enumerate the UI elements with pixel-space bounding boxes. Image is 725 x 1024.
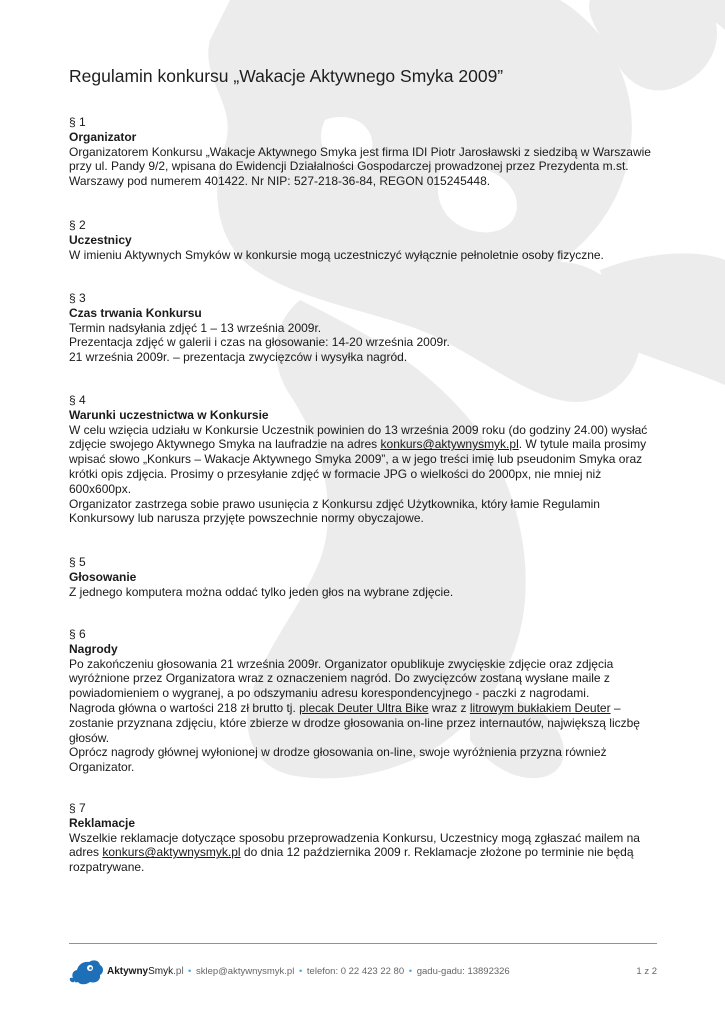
section-paragraph: Z jednego komputera można oddać tylko jeden głos na wybrane zdjęcie. xyxy=(69,584,454,599)
section-paragraph: Organizator zastrzega sobie prawo usunięcia z Konkursu zdjęć Użytkownika, który łamie Regulamin Konkursowy lub narusza przyjęte powszechnie normy obyczajowe. xyxy=(69,496,600,526)
section-title: Głosowanie xyxy=(69,569,137,584)
section-3-czas-trwania xyxy=(69,291,657,365)
aktywnysmyk-logo-icon xyxy=(69,956,105,986)
section-number: § 6 xyxy=(69,627,86,641)
prize-link-bladder[interactable]: litrowym bukłakiem Deuter xyxy=(469,700,611,715)
footer-gadu-gadu: gadu-gadu: 13892326 xyxy=(416,966,510,977)
section-line: Termin nadsyłania zdjęć 1 – 13 września 2009r. xyxy=(69,320,322,335)
section-title: Warunki uczestnictwa w Konkursie xyxy=(69,407,269,422)
section-title: Reklamacje xyxy=(69,815,136,830)
prize-link-backpack[interactable]: plecak Deuter Ultra Bike xyxy=(299,700,429,715)
email-link[interactable]: konkurs@aktywnysmyk.pl xyxy=(102,845,241,860)
brand-name: AktywnySmyk.pl xyxy=(107,966,184,977)
section-title: Czas trwania Konkursu xyxy=(69,305,202,320)
section-6-nagrody xyxy=(69,627,657,775)
section-line: 21 września 2009r. – prezentacja zwycięzców i wysyłka nagród. xyxy=(69,350,408,365)
email-link[interactable]: konkurs@aktywnysmyk.pl xyxy=(380,437,519,452)
section-7-reklamacje xyxy=(69,801,657,875)
section-paragraph: Oprócz nagrody głównej wyłonionej w drodze głosowania on-line, swoje wyróżnienia przyzna również Organizator. xyxy=(69,745,607,775)
footer-contact: • sklep@aktywnysmyk.pl • telefon: 0 22 423 22 80 • gadu-gadu: 13892326 xyxy=(188,966,510,977)
footer xyxy=(69,956,657,986)
section-4-warunki xyxy=(69,393,657,526)
section-number: § 7 xyxy=(69,801,86,815)
section-paragraph: Wszelkie reklamacje dotyczące sposobu przeprowadzenia Konkursu, Uczestnicy mogą zgłaszać mailem na adres konkurs@aktywnysmyk.pl do dnia 12 października 2009 r. Reklamacje złożone po terminie nie będą rozpatrywane. xyxy=(69,830,640,875)
section-title: Nagrody xyxy=(69,641,118,656)
footer-phone: telefon: 0 22 423 22 80 xyxy=(306,966,405,977)
section-paragraph: Po zakończeniu głosowania 21 września 2009r. Organizator opublikuje zwycięskie zdjęcie oraz zdjęcia wyróżnione przez Organizatora wraz z oznaczeniem nagród. Do zwycięzców zostaną wysłane maile z powiadomieniem o wygranej, a po odszymaniu adresu korespondencyjnego - paczki z nagrodami. xyxy=(69,656,614,701)
section-number: § 3 xyxy=(69,291,86,305)
section-paragraph: Organizatorem Konkursu „Wakacje Aktywnego Smyka jest firma IDI Piotr Jarosławski z siedzibą w Warszawie przy ul. Pandy 9/2, wpisana do Ewidencji Działalności Gospodarczej prowadzonej przez Prezydenta m.st. Warszawy pod numerem 401422. Nr NIP: 527-218-36-84, REGON 015245448. xyxy=(69,144,651,189)
section-title: Uczestnicy xyxy=(69,232,132,247)
section-paragraph: Nagroda główna o wartości 218 zł brutto tj. plecak Deuter Ultra Bike wraz z litrowym bukłakiem Deuter – zostanie przyznana zdjęciu, które zbierze w drodze głosowania on-line przez internautów, największą liczbę głosów. xyxy=(69,700,640,745)
section-title: Organizator xyxy=(69,129,137,144)
section-number: § 1 xyxy=(69,115,86,129)
section-paragraph: W celu wzięcia udziału w Konkursie Uczestnik powinien do 13 września 2009 roku (do godziny 24.00) wysłać zdjęcie swojego Aktywnego Smyka na laufradzie na adres konkurs@aktywnysmyk.pl. W tytule maila prosimy wpisać słowo „Konkurs – Wakacje Aktywnego Smyka 2009”, a w jego treści imię lub pseudonim Smyka oraz krótki opis zdjęcia. Prosimy o przesyłanie zdjęć w formacie JPG o wielkości do 2000px, nie mniej niż 600x600px. xyxy=(69,422,648,496)
section-5-glosowanie xyxy=(69,555,657,599)
footer-divider xyxy=(69,943,657,944)
document-title: Regulamin konkursu „Wakacje Aktywnego Smyka 2009” xyxy=(69,66,504,86)
section-paragraph: W imieniu Aktywnych Smyków w konkursie mogą uczestniczyć wyłącznie pełnoletnie osoby fizyczne. xyxy=(69,247,604,262)
section-1-organizator xyxy=(69,115,657,189)
section-number: § 2 xyxy=(69,218,86,232)
section-number: § 5 xyxy=(69,555,86,569)
page-number: 1 z 2 xyxy=(636,966,657,977)
section-number: § 4 xyxy=(69,393,86,407)
section-2-uczestnicy xyxy=(69,218,657,262)
section-line: Prezentacja zdjęć w galerii i czas na głosowanie: 14-20 września 2009r. xyxy=(69,335,450,350)
footer-email[interactable]: sklep@aktywnysmyk.pl xyxy=(195,966,295,977)
